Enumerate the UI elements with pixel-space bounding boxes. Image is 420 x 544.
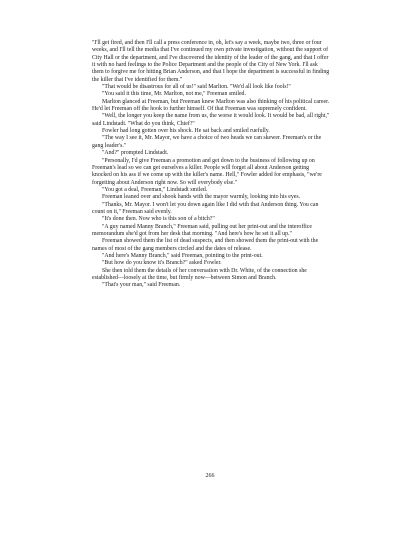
paragraph: She then told them the details of her conversation with Dr. White, of the connection she established—loosely at the time, but firmly now—between Simon and Branch. xyxy=(92,267,307,281)
paragraph: "It's done then. Now who is this son of a bitch?" xyxy=(102,216,215,223)
paragraph: "And?" prompted Lindstadt. xyxy=(102,150,169,157)
paragraph: Freeman leaned over and shook hands with the mayor warmly, looking into his eyes. xyxy=(102,194,301,201)
paragraph: "Personally, I'd give Freeman a promotion and get down to the business of following up on Freeman's lead so we can get ourselves a killer. People will forget all about Anderson getting knocked on his ass if we come up with the killer's name. Hell," Fowler added for emphasis, "we're forgetting about Anderson right now. So will everybody else." xyxy=(92,157,322,186)
paragraph: Marlton glanced at Freeman, but Freeman knew Marlton was also thinking of his political career. He'd let Freeman off the hook to further himself. Of that Freeman was supremely confident. xyxy=(92,98,330,113)
paragraph: "And here's Manny Branch," said Freeman, pointing to the print-out. xyxy=(102,252,263,259)
paragraph: Freeman showed them the list of dead suspects, and then showed them the print-out with the names of most of the gang members circled and the dates of release. xyxy=(92,238,319,252)
paragraph: "I'll get fired, and then I'll call a press conference in, oh, let's say a week, maybe two, three or four weeks, and I'll tell the media that I've continued my own private investigation, without the support of City Hall or the department, and I've discovered the identity of the leader of the gang, and that I offer it with no hard feelings to the Police Department and the people of the City of New York. I'll ask them to forgive me for hitting Brian Anderson, and that I hope the department is successful in finding the killer that I've identified for them." xyxy=(92,40,330,83)
paragraph: "Thanks, Mr. Mayor. I won't let you down again like I did with that Anderson thing. You can count on it," Freeman said evenly. xyxy=(92,201,319,215)
paragraph: "But how do you know it's Branch?" asked Fowler. xyxy=(102,260,222,267)
paragraph: Fowler had long gotten over his shock. He sat back and smiled ruefully. xyxy=(102,128,270,135)
paragraph: "The way I see it, Mr. Mayor, we have a choice of two heads we can skewer. Freeman's or the gang leader's." xyxy=(92,135,322,149)
page-number: 266 xyxy=(205,473,215,479)
paragraph: "A guy named Manny Branch," Freeman said, pulling out her print-out and the interoffice memorandum she'd got from her desk that morning. "And here's how he set it all up." xyxy=(92,223,312,237)
paragraph: "That would be disastrous for all of us!" said Marlton. "We'd all look like fools!" xyxy=(102,84,291,91)
paragraph: "You got a deal, Freeman," Lindstadt smiled. xyxy=(102,186,208,193)
paragraph: "You said it this time, Mr. Marlton, not me," Freeman smiled. xyxy=(102,91,246,98)
paragraph: "That's your man," said Freeman. xyxy=(102,282,181,289)
paragraph: "Well, the longer you keep the name from us, the worse it would look. It would be bad, all right," said Lindstadt. "What do you think, Chief?" xyxy=(92,113,330,127)
body-text xyxy=(92,40,330,290)
